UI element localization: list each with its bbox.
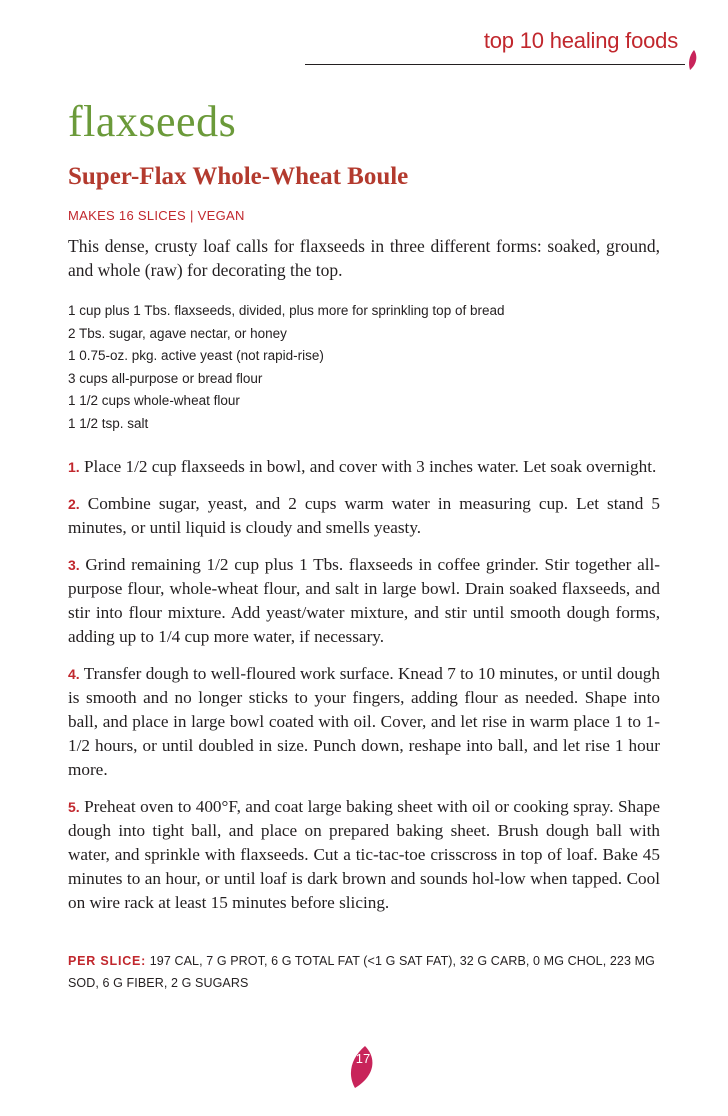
- header-rule: [305, 64, 685, 65]
- step-text: Place 1/2 cup flaxseeds in bowl, and cover with 3 inches water. Let soak overnight.: [79, 457, 657, 476]
- recipe-step: [68, 553, 660, 649]
- recipe-name: Super-Flax Whole-Wheat Boule: [68, 163, 409, 190]
- header-prefix: top: [483, 28, 520, 53]
- yield-separator: |: [189, 208, 194, 223]
- yield-text: MAKES 16 SLICES: [68, 208, 186, 223]
- ingredient-item: 1 1/2 cups whole-wheat flour: [68, 393, 240, 409]
- step-text: Preheat oven to 400°F, and coat large baking sheet with oil or cooking spray. Shape dough into tight ball, and place on prepared baking sheet. Brush dough ball with water, and sprinkle with flaxseeds. Cut a tic-tac-toe crisscross in top of loaf. Bake 45 minutes to an hour, or until loaf is dark brown and sounds hol-low when tapped. Cool on wire rack at least 15 minutes before slicing.: [68, 797, 660, 912]
- step-text: Grind remaining 1/2 cup plus 1 Tbs. flaxseeds in coffee grinder. Stir together all-purpose flour, whole-wheat flour, and salt in large bowl. Drain soaked flaxseeds, and stir into flour mixture. Add yeast/water mixture, and stir until smooth dough forms, adding up to 1/4 cup more water, if necessary.: [68, 555, 660, 646]
- leaf-icon: [688, 50, 698, 70]
- ingredient-list: [68, 300, 668, 436]
- step-text: Combine sugar, yeast, and 2 cups warm water in measuring cup. Let stand 5 minutes, or until liquid is cloudy and smells yeasty.: [68, 494, 660, 537]
- step-text: Transfer dough to well-floured work surface. Knead 7 to 10 minutes, or until dough is smooth and no longer sticks to your fingers, adding flour as needed. Shape into ball, and place in large bowl coated with oil. Cover, and let rise in warm place 1 to 1-1/2 hours, or until doubled in size. Punch down, reshape into ball, and let rise 1 hour more.: [68, 664, 660, 779]
- nutrition-info: [68, 950, 668, 994]
- recipe-step: [68, 795, 660, 915]
- step-number: 5.: [68, 799, 80, 815]
- step-number: 3.: [68, 557, 80, 573]
- running-header: [484, 28, 678, 54]
- page-number: 17: [355, 1051, 371, 1066]
- step-number: 4.: [68, 666, 80, 682]
- header-number: 10: [519, 28, 544, 53]
- nutrition-text: 197 CAL, 7 G PROT, 6 G TOTAL FAT (<1 G SAT FAT), 32 G CARB, 0 MG CHOL, 223 MG SOD, 6 G FIBER, 2 G SUGARS: [68, 954, 655, 990]
- recipe-step: [68, 662, 660, 782]
- recipe-steps: [68, 455, 660, 928]
- step-number: 1.: [68, 459, 80, 475]
- recipe-intro: This dense, crusty loaf calls for flaxseeds in three different forms: soaked, ground, and whole (raw) for decorating the top.: [68, 236, 660, 280]
- ingredient-item: 3 cups all-purpose or bread flour: [68, 370, 263, 386]
- ingredient-item: 1 cup plus 1 Tbs. flaxseeds, divided, plus more for sprinkling top of bread: [68, 303, 505, 318]
- nutrition-label: PER SLICE:: [68, 954, 147, 968]
- header-suffix: healing foods: [543, 28, 678, 53]
- page-title: flaxseeds: [68, 97, 237, 146]
- diet-text: VEGAN: [197, 208, 245, 223]
- step-number: 2.: [68, 496, 80, 512]
- ingredient-item: 2 Tbs. sugar, agave nectar, or honey: [68, 325, 287, 341]
- recipe-step: [68, 492, 660, 540]
- recipe-step: [68, 455, 660, 479]
- recipe-yield: [68, 208, 245, 223]
- ingredient-item: 1 1/2 tsp. salt: [68, 415, 149, 431]
- ingredient-item: 1 0.75-oz. pkg. active yeast (not rapid-rise): [68, 348, 324, 364]
